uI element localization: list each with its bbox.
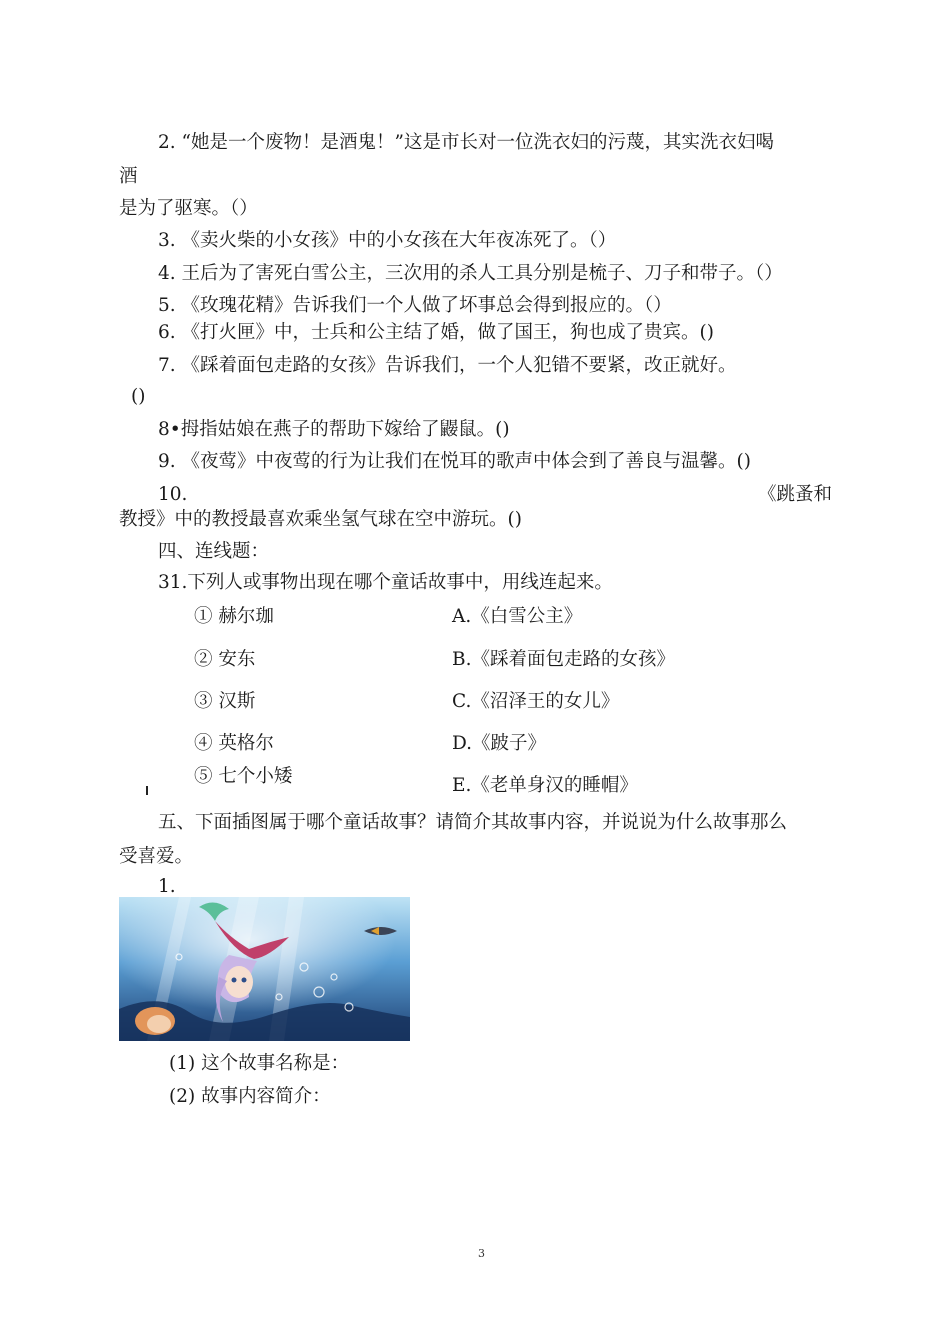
q10-number: 10. [158, 484, 188, 505]
sub-question-1: (1) 这个故事名称是： [169, 1053, 350, 1074]
q10-line2: 教授》中的教授最喜欢乘坐氢气球在空中游玩。() [119, 509, 522, 530]
sub-question-2: (2) 故事内容简介： [169, 1086, 331, 1107]
mermaid-illustration [119, 897, 410, 1041]
section5-heading-line1: 五、下面插图属于哪个童话故事？请简介其故事内容，并说说为什么故事那么 [158, 812, 788, 833]
item-number: 1. [158, 876, 176, 897]
right-item-e: E.《老单身汉的睡帽》 [452, 775, 638, 796]
q3: 3. 《卖火柴的小女孩》中的小女孩在大年夜冻死了。（） [158, 230, 617, 251]
q2-line1: 2. “她是一个废物！是酒鬼！”这是市长对一位洗衣妇的污蔑，其实洗衣妇喝 [158, 132, 774, 153]
q8: 8•拇指姑娘在燕子的帮助下嫁给了鼹鼠。() [158, 419, 510, 440]
left-item-5: ⑤ 七个小矮 [194, 766, 293, 787]
left-item-2: ② 安东 [194, 649, 256, 670]
section4-heading: 四、连线题： [158, 541, 270, 562]
q2-line3: 是为了驱寒。（） [119, 198, 258, 219]
q7-line1: 7. 《踩着面包走路的女孩》告诉我们，一个人犯错不要紧，改正就好。 [158, 355, 737, 376]
right-item-a: A.《白雪公主》 [452, 606, 583, 627]
q5: 5. 《玫瑰花精》告诉我们一个人做了坏事总会得到报应的。（） [158, 295, 672, 316]
q6: 6. 《打火匣》中，士兵和公主结了婚，做了国王，狗也成了贵宾。() [158, 322, 714, 343]
left-item-3: ③ 汉斯 [194, 691, 256, 712]
left-item-4: ④ 英格尔 [194, 733, 274, 754]
section5-heading-line2: 受喜爱。 [119, 846, 194, 867]
right-item-d: D.《跛子》 [452, 733, 547, 754]
page-number: 3 [478, 1247, 485, 1260]
q4: 4. 王后为了害死白雪公主，三次用的杀人工具分别是梳子、刀子和带子。（） [158, 263, 783, 284]
section4-question: 31.下列人或事物出现在哪个童话故事中，用线连起来。 [158, 572, 613, 593]
q9: 9. 《夜莺》中夜莺的行为让我们在悦耳的歌声中体会到了善良与温馨。() [158, 451, 751, 472]
q10-right: 《跳蚤和 [758, 484, 833, 505]
q7-line2: () [131, 386, 146, 407]
right-item-c: C.《沼泽王的女儿》 [452, 691, 620, 712]
q2-line2: 酒 [119, 166, 138, 187]
right-item-b: B.《踩着面包走路的女孩》 [452, 649, 675, 670]
left-item-1: ① 赫尔珈 [194, 606, 274, 627]
stray-mark [146, 786, 148, 795]
